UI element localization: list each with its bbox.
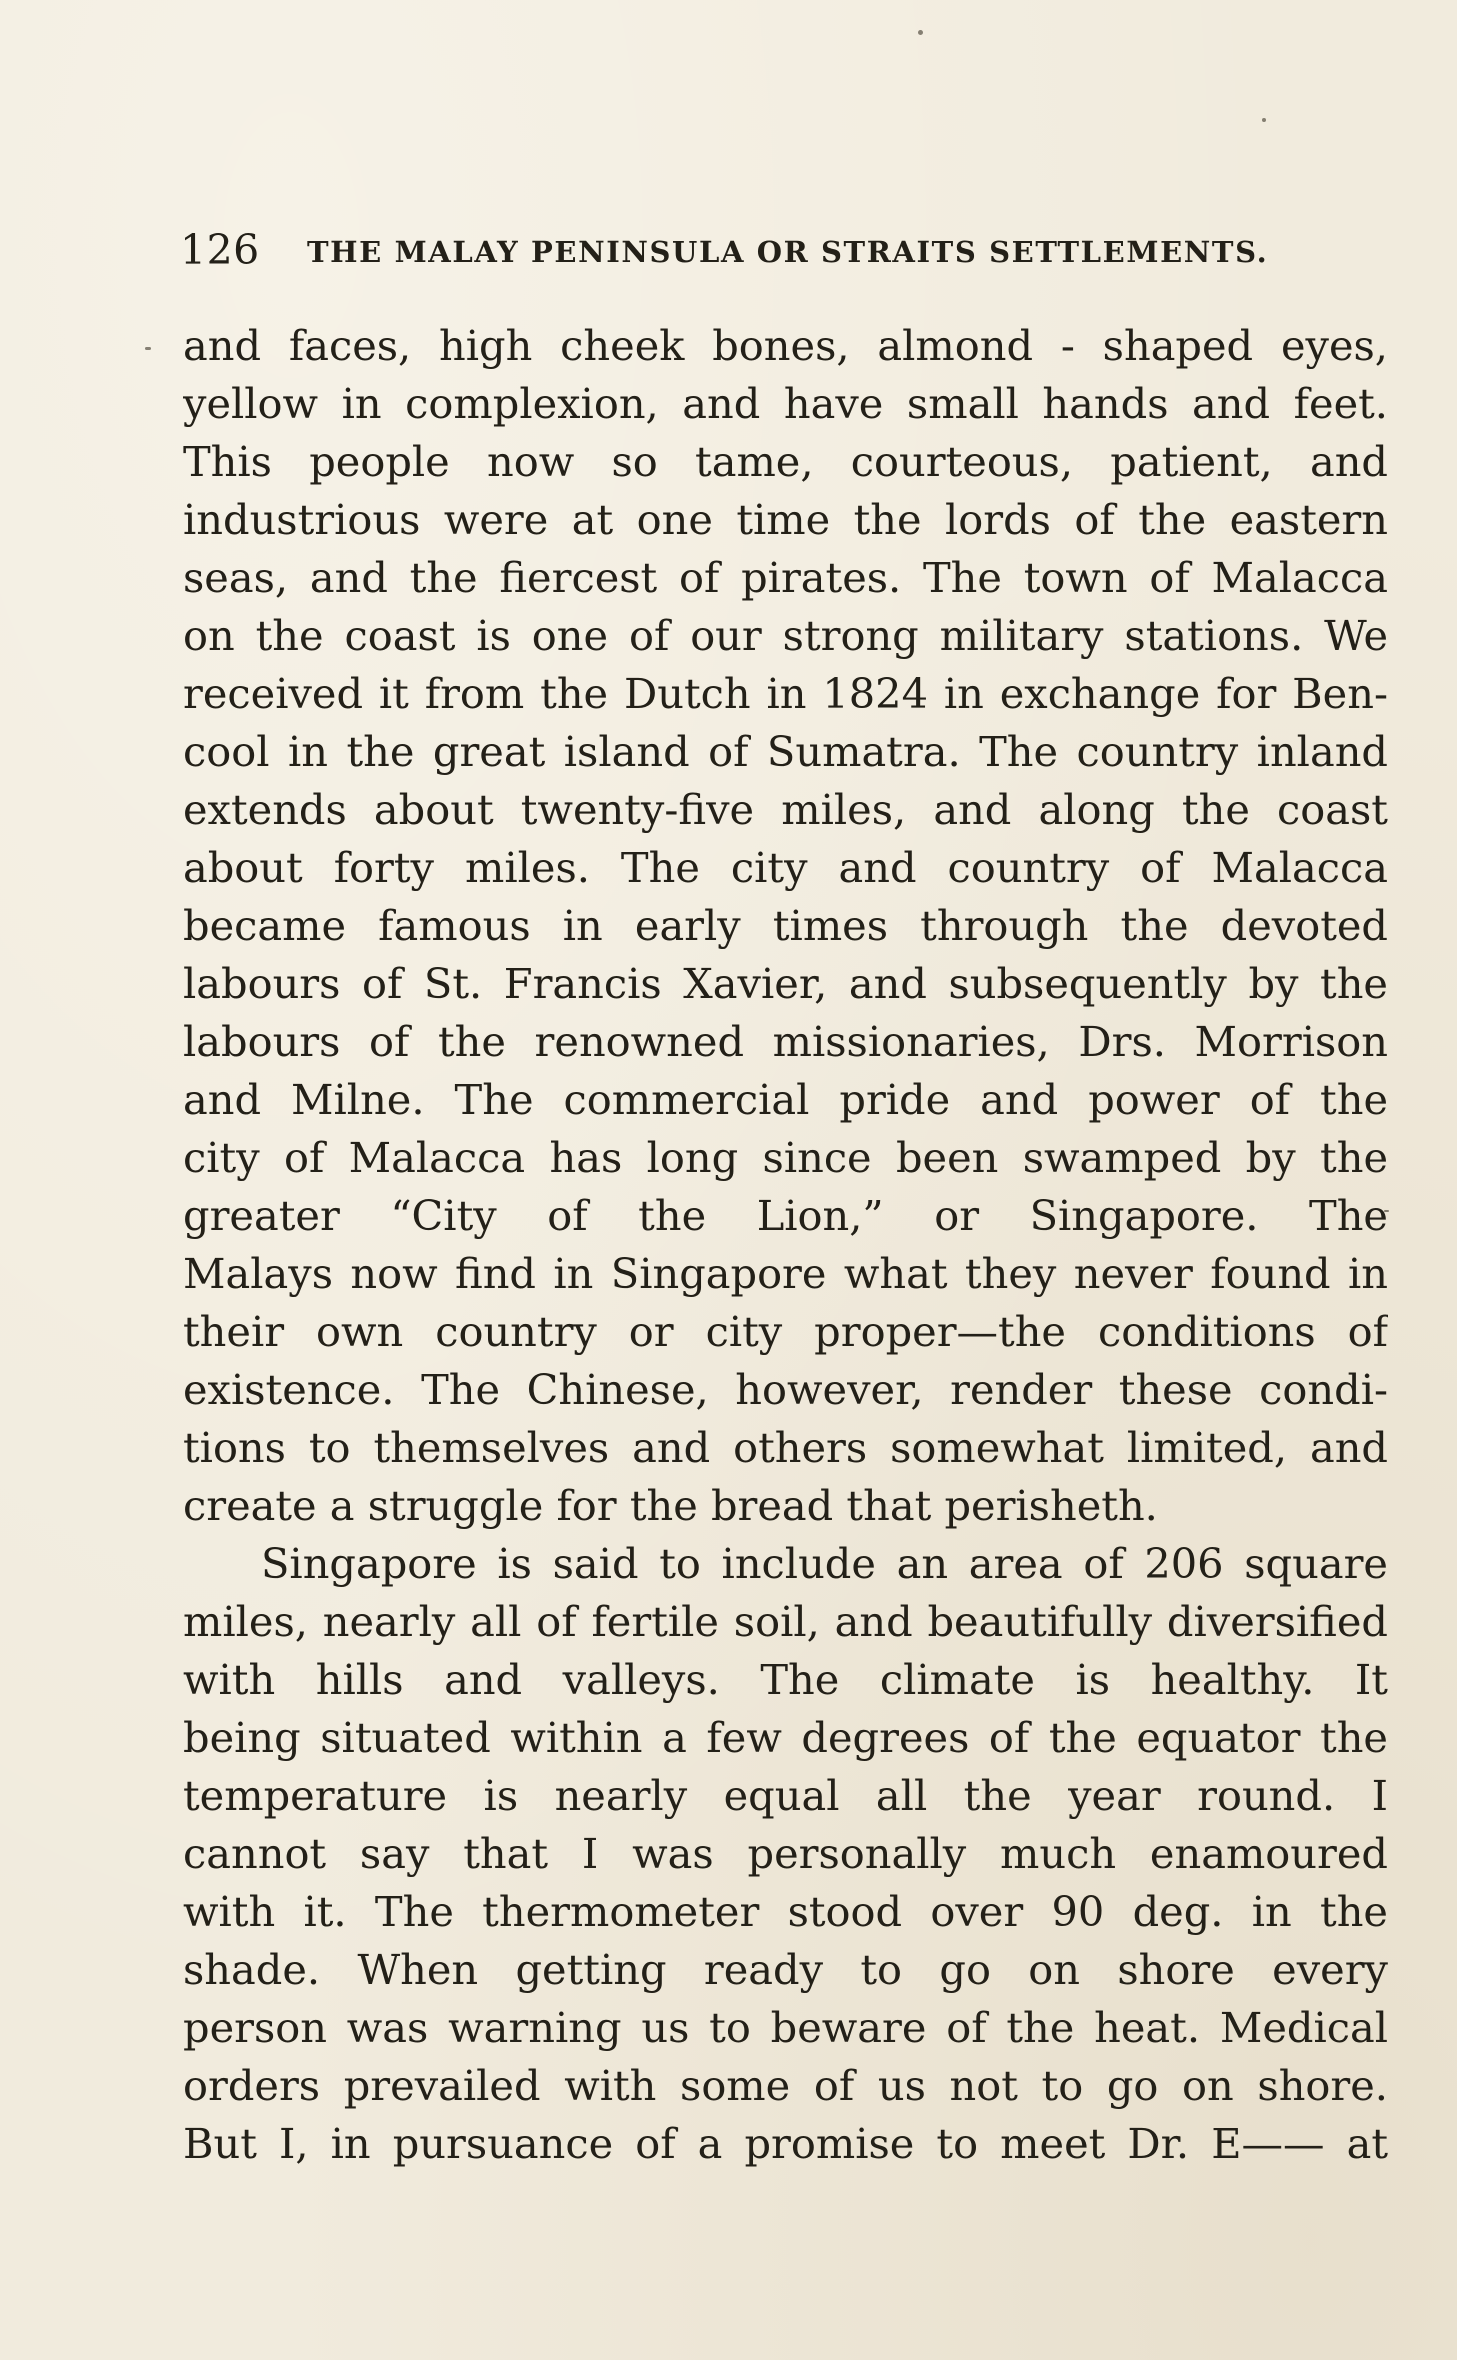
page-number: 126 xyxy=(180,226,260,274)
text-line: yellow in complexion, and have small hands and feet. xyxy=(183,379,1388,428)
text-line: and Milne. The commercial pride and power of the xyxy=(183,1075,1388,1124)
text-line: greater “City of the Lion,” or Singapore. The xyxy=(183,1191,1388,1240)
text-line: became famous in early times through the devoted xyxy=(183,901,1388,950)
text-line-paragraph-start: Singapore is said to include an area of 206 square xyxy=(261,1539,1388,1588)
text-line: seas, and the fiercest of pirates. The town of Malacca xyxy=(183,553,1388,602)
text-line-paragraph-end: create a struggle for the bread that perisheth. xyxy=(183,1481,1158,1530)
text-line: industrious were at one time the lords of the eastern xyxy=(183,495,1388,544)
text-line: existence. The Chinese, however, render these condi- xyxy=(183,1365,1388,1414)
paper-speck xyxy=(918,30,923,35)
text-line: This people now so tame, courteous, patient, and xyxy=(183,437,1388,486)
text-line: about forty miles. The city and country of Malacca xyxy=(183,843,1388,892)
text-line: and faces, high cheek bones, almond - shaped eyes, xyxy=(183,321,1388,370)
text-line: miles, nearly all of fertile soil, and beautifully diversified xyxy=(183,1597,1388,1646)
text-line: labours of St. Francis Xavier, and subsequently by the xyxy=(183,959,1388,1008)
text-line: with hills and valleys. The climate is healthy. It xyxy=(183,1655,1388,1704)
body-text xyxy=(183,317,1388,2173)
text-line: But I, in pursuance of a promise to meet Dr. E—— at xyxy=(183,2119,1388,2168)
text-line: extends about twenty-five miles, and along the coast xyxy=(183,785,1388,834)
paper-speck xyxy=(145,347,151,350)
text-line: temperature is nearly equal all the year round. I xyxy=(183,1771,1388,1820)
text-line: cannot say that I was personally much enamoured xyxy=(183,1829,1388,1878)
text-line: city of Malacca has long since been swamped by the xyxy=(183,1133,1388,1182)
running-head-title: THE MALAY PENINSULA OR STRAITS SETTLEMENTS. xyxy=(307,235,1269,269)
text-line: Malays now find in Singapore what they never found in xyxy=(183,1249,1388,1298)
text-line: person was warning us to beware of the heat. Medical xyxy=(183,2003,1388,2052)
text-line: tions to themselves and others somewhat limited, and xyxy=(183,1423,1388,1472)
text-line: with it. The thermometer stood over 90 deg. in the xyxy=(183,1887,1388,1936)
text-line: labours of the renowned missionaries, Drs. Morrison xyxy=(183,1017,1388,1066)
text-line: cool in the great island of Sumatra. The country inland xyxy=(183,727,1388,776)
text-line: shade. When getting ready to go on shore every xyxy=(183,1945,1388,1994)
text-line: orders prevailed with some of us not to go on shore. xyxy=(183,2061,1388,2110)
text-line: on the coast is one of our strong military stations. We xyxy=(183,611,1388,660)
text-line: being situated within a few degrees of the equator the xyxy=(183,1713,1388,1762)
page-header xyxy=(180,222,1269,278)
text-line: received it from the Dutch in 1824 in exchange for Ben- xyxy=(183,669,1388,718)
text-line: their own country or city proper—the conditions of xyxy=(183,1307,1388,1356)
paper-speck xyxy=(1262,118,1266,122)
